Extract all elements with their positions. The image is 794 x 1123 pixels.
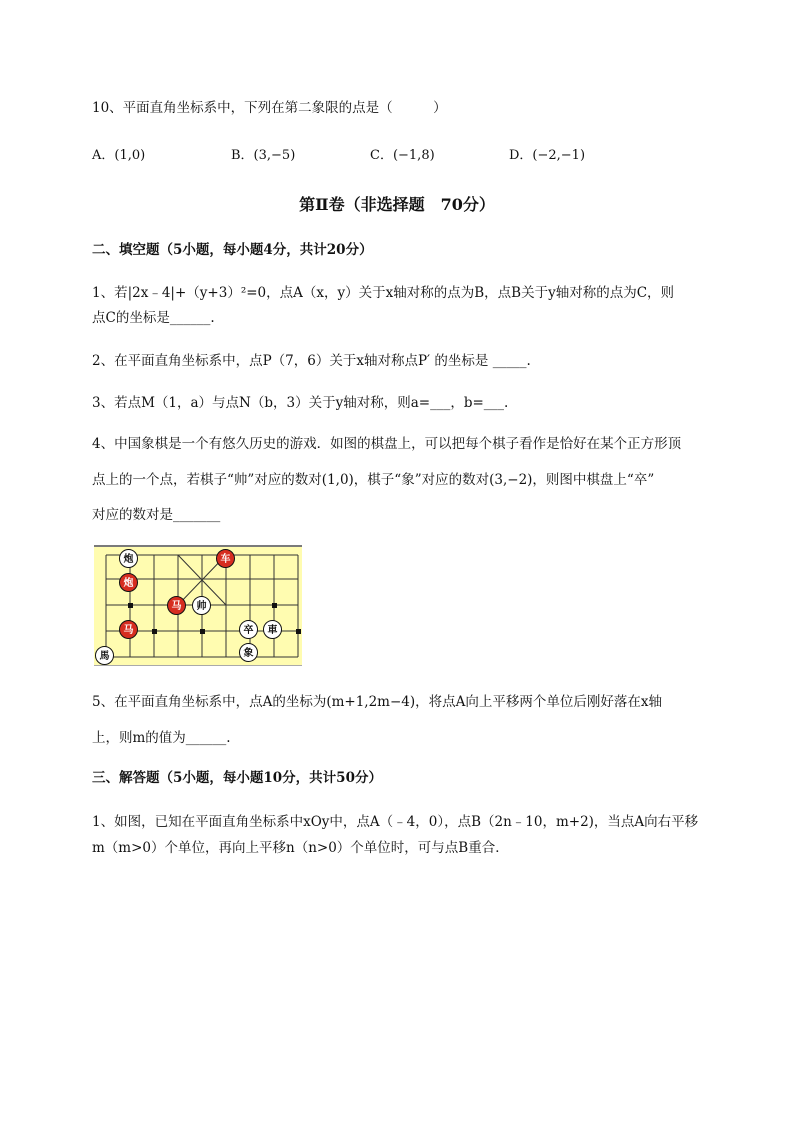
part2-title: 第Ⅱ卷（非选择题 70分） [299,195,495,214]
q10-option-b: B．(3,−5) [231,148,296,163]
s2-q4-line2: 点上的一个点，若棋子“帅”对应的数对(1,0)，棋子“象”对应的数对(3,−2)，则图中棋盘上“卒” [92,472,655,488]
chess-piece-ma-red: 马 [167,596,186,615]
q10-option-c: C．(−1,8) [370,148,435,163]
chess-piece-pao-red: 炮 [119,573,138,592]
chess-piece-ju-black: 車 [263,620,282,639]
q10-option-d: D．(−2,−1) [509,148,586,163]
chess-piece-ma-black: 馬 [95,646,114,665]
chess-piece-xiang: 象 [239,643,258,662]
s2-q5-line1: 5、在平面直角坐标系中，点A的坐标为(m+1,2m−4)，将点A向上平移两个单位后刚好落在x轴 [92,694,663,710]
s2-q5-line2: 上，则m的值为______. [92,730,231,746]
chess-board-figure [94,545,302,666]
chess-piece-zu: 卒 [239,620,258,639]
chess-piece-pao-black: 炮 [119,549,138,568]
section3-heading: 三、解答题（5小题，每小题10分，共计50分） [92,770,382,786]
chess-piece-ma-red-2: 马 [119,620,138,639]
q10-option-a: A．(1,0) [92,148,146,163]
s2-q1-line2: 点C的坐标是______. [92,310,215,326]
s2-q4-line1: 4、中国象棋是一个有悠久历史的游戏．如图的棋盘上，可以把每个棋子看作是恰好在某个正方形顶 [92,436,682,452]
s3-q1-line2: m（m>0）个单位，再向上平移n（n>0）个单位时，可与点B重合． [92,840,509,856]
s3-q1-line1: 1、如图，已知在平面直角坐标系中xOy中，点A（﹣4，0），点B（2n﹣10，m+2)，当点A向右平移 [92,814,699,830]
chess-piece-shuai: 帅 [192,596,211,615]
s2-q2: 2、在平面直角坐标系中，点P（7，6）关于x轴对称点P′ 的坐标是 _____. [92,353,531,369]
s2-q3: 3、若点M（1，a）与点N（b，3）关于y轴对称，则a=___，b=___. [92,395,509,411]
s2-q1-line1: 1、若|2x﹣4|+（y+3）²=0，点A（x，y）关于x轴对称的点为B，点B关于y轴对称的点为C，则 [92,285,675,301]
q10-stem: 10、平面直角坐标系中，下列在第二象限的点是（ ） [92,100,447,116]
section2-heading: 二、填空题（5小题，每小题4分，共计20分） [92,242,373,258]
s2-q4-line3: 对应的数对是_______ [92,507,221,523]
chess-piece-che-red: 车 [216,549,235,568]
